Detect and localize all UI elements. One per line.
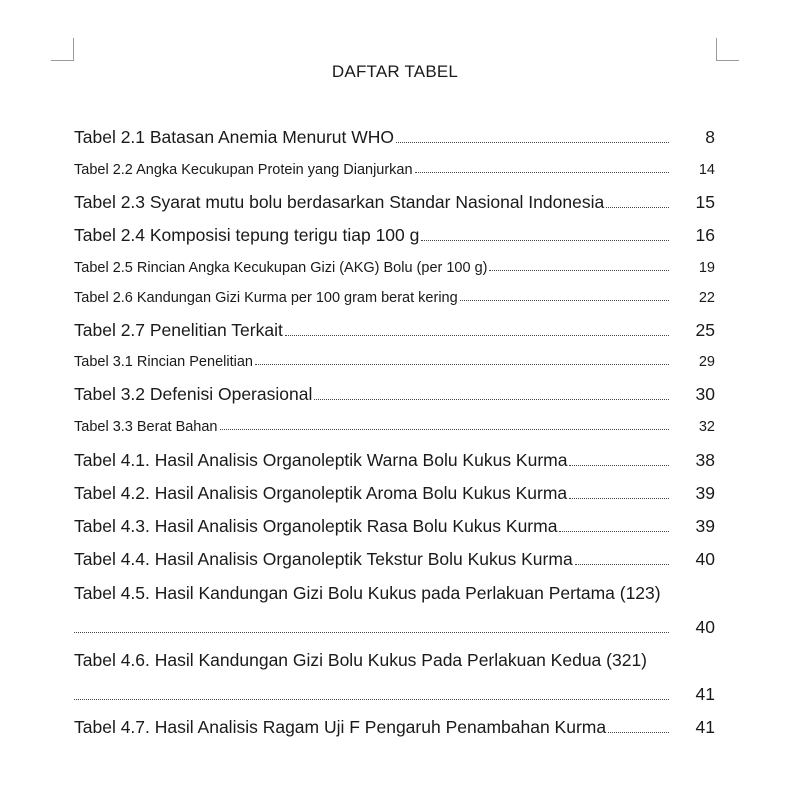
toc-entry-continuation[interactable] xyxy=(74,684,715,705)
dot-leader xyxy=(569,498,669,499)
dot-leader xyxy=(460,300,669,301)
toc-entry-label[interactable]: Tabel 4.5. Hasil Kandungan Gizi Bolu Kukus pada Perlakuan Pertama (123) xyxy=(74,583,661,603)
toc-entry-continuation[interactable] xyxy=(74,617,715,638)
toc-entry[interactable] xyxy=(74,127,715,148)
toc-entry[interactable] xyxy=(74,384,715,405)
toc-entry-label: Tabel 2.7 Penelitian Terkait xyxy=(74,320,283,340)
toc-entry[interactable] xyxy=(74,354,715,370)
toc-entry-page: 22 xyxy=(698,290,715,306)
toc-entry-page: 30 xyxy=(695,384,715,404)
toc-entry-page: 39 xyxy=(695,483,715,503)
toc-entry-page: 14 xyxy=(698,162,715,178)
toc-entry[interactable] xyxy=(74,225,715,246)
dot-leader xyxy=(606,207,669,208)
toc-entry[interactable] xyxy=(74,162,715,178)
toc-entry[interactable] xyxy=(74,450,715,471)
toc-entry-label: Tabel 3.1 Rincian Penelitian xyxy=(74,354,253,370)
dot-leader xyxy=(569,465,669,466)
dot-leader xyxy=(415,172,669,173)
toc-entry-page: 29 xyxy=(698,354,715,370)
dot-leader xyxy=(421,240,669,241)
toc-entry[interactable] xyxy=(74,320,715,341)
toc-entry-page: 39 xyxy=(695,516,715,536)
toc-entry-label: Tabel 3.2 Defenisi Operasional xyxy=(74,384,313,404)
dot-leader xyxy=(396,142,669,143)
toc-entry-label: Tabel 2.6 Kandungan Gizi Kurma per 100 gram berat kering xyxy=(74,290,458,306)
toc-entry-label: Tabel 3.3 Berat Bahan xyxy=(74,419,218,435)
toc-entry[interactable] xyxy=(74,516,715,537)
page-title: DAFTAR TABEL xyxy=(331,62,459,81)
toc-entry[interactable] xyxy=(74,290,715,306)
toc-entry-label: Tabel 2.1 Batasan Anemia Menurut WHO xyxy=(74,127,395,147)
dot-leader xyxy=(608,732,669,733)
dot-leader xyxy=(285,335,669,336)
dot-leader xyxy=(314,399,669,400)
toc-entry-label: Tabel 2.2 Angka Kecukupan Protein yang Dianjurkan xyxy=(74,162,413,178)
toc-entry[interactable] xyxy=(74,260,715,276)
dot-leader xyxy=(255,364,669,365)
toc-entry-page: 25 xyxy=(695,320,715,340)
toc-entry-page: 41 xyxy=(695,717,715,737)
toc-entry-page: 40 xyxy=(695,617,715,637)
toc-entry-label: Tabel 4.3. Hasil Analisis Organoleptik Rasa Bolu Kukus Kurma xyxy=(74,516,558,536)
toc-entry-label: Tabel 4.7. Hasil Analisis Ragam Uji F Pengaruh Penambahan Kurma xyxy=(74,717,607,737)
dot-leader xyxy=(74,699,669,700)
toc-entry-label: Tabel 4.2. Hasil Analisis Organoleptik Aroma Bolu Kukus Kurma xyxy=(74,483,568,503)
toc-entry-page: 16 xyxy=(695,225,715,245)
toc-entry-page: 38 xyxy=(695,450,715,470)
dot-leader xyxy=(489,270,669,271)
dot-leader xyxy=(575,564,669,565)
toc-entry-label[interactable]: Tabel 4.6. Hasil Kandungan Gizi Bolu Kukus Pada Perlakuan Kedua (321) xyxy=(74,650,648,670)
toc-entry-label: Tabel 2.3 Syarat mutu bolu berdasarkan Standar Nasional Indonesia xyxy=(74,192,605,212)
toc-entry[interactable] xyxy=(74,483,715,504)
toc-entry-page: 19 xyxy=(698,260,715,276)
toc-entry[interactable] xyxy=(74,549,715,570)
toc-entry-label: Tabel 4.1. Hasil Analisis Organoleptik Warna Bolu Kukus Kurma xyxy=(74,450,568,470)
toc-entry-page: 40 xyxy=(695,549,715,569)
toc-entry-label: Tabel 4.4. Hasil Analisis Organoleptik Tekstur Bolu Kukus Kurma xyxy=(74,549,573,569)
toc-entry[interactable] xyxy=(74,717,715,738)
toc-entry-label: Tabel 2.4 Komposisi tepung terigu tiap 100 g xyxy=(74,225,420,245)
toc-entry-label: Tabel 2.5 Rincian Angka Kecukupan Gizi (AKG) Bolu (per 100 g) xyxy=(74,260,488,276)
dot-leader xyxy=(220,429,670,430)
toc-entry[interactable] xyxy=(74,192,715,213)
dot-leader xyxy=(74,632,669,633)
toc-entry[interactable] xyxy=(74,419,715,435)
toc-entry-page: 8 xyxy=(705,127,715,147)
toc-entry-page: 41 xyxy=(695,684,715,704)
toc-entry-page: 32 xyxy=(698,419,715,435)
dot-leader xyxy=(559,531,669,532)
toc-entry-page: 15 xyxy=(695,192,715,212)
